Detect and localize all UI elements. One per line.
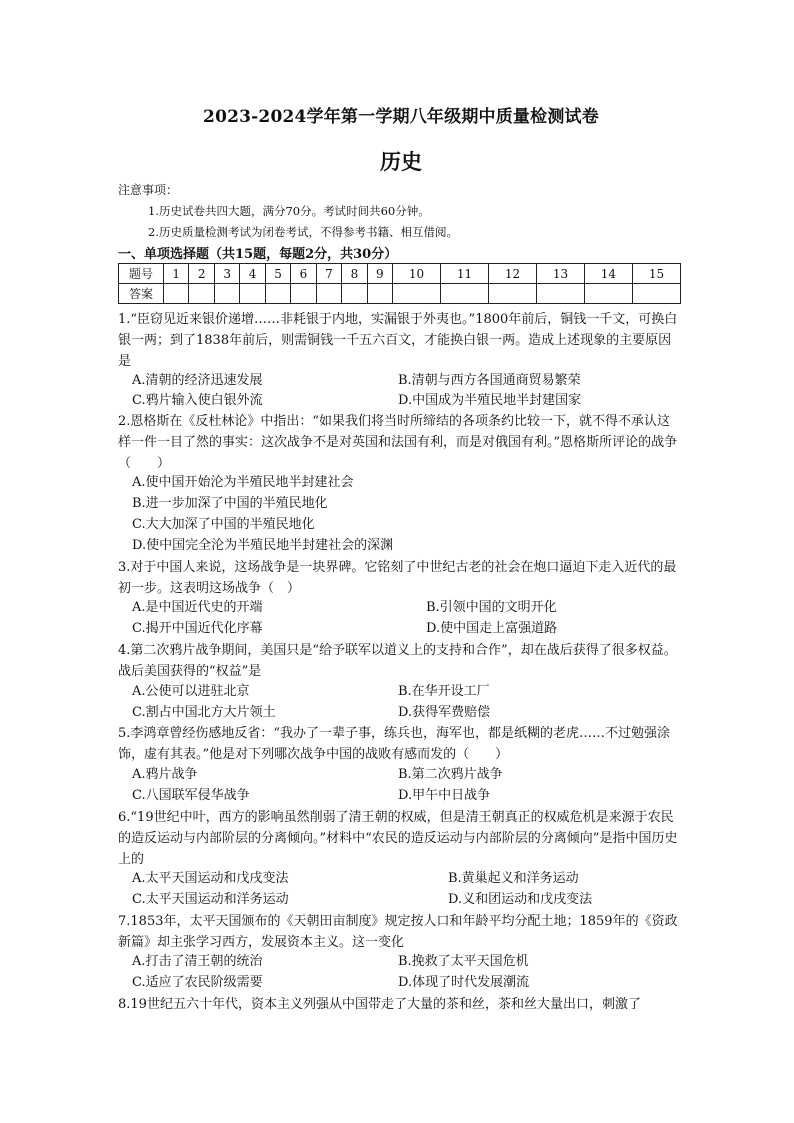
question-number-cell: 12 (489, 264, 537, 284)
answer-table-answer-row (119, 284, 681, 304)
question-2-option-c: C.大大加深了中国的半殖民地化 (132, 517, 315, 532)
question-7-option-a: A.打击了清王朝的统治 (132, 954, 263, 969)
question-1-stem: 1.“臣窃见近来银价递增……非耗银于内地，实漏银于外夷也。”1800年前后，铜钱一千文，可换白银一两；到了1838年前后，则需铜钱一千五六百文，才能换白银一两。造成上述现象的主要原因是 (118, 312, 678, 369)
answer-cell[interactable] (291, 284, 316, 304)
question-2-option-b: B.进一步加深了中国的半殖民地化 (132, 496, 328, 511)
question-number-cell: 4 (240, 264, 265, 284)
question-2-option-a: A.使中国开始沦为半殖民地半封建社会 (132, 475, 354, 490)
exam-title: 2023-2024学年第一学期八年级期中质量检测试卷 (203, 107, 599, 127)
question-4-option-a: A.公使可以进驻北京 (132, 684, 250, 699)
question-number-cell: 10 (393, 264, 441, 284)
question-5-option-c: C.八国联军侵华战争 (132, 788, 250, 803)
answer-cell[interactable] (214, 284, 239, 304)
question-number-cell: 2 (189, 264, 214, 284)
question-5-option-d: D.甲午中日战争 (398, 788, 491, 803)
question-1-option-b: B.清朝与西方各国通商贸易繁荣 (398, 373, 581, 388)
question-2-option-d: D.使中国完全沦为半殖民地半封建社会的深渊 (132, 538, 394, 553)
answer-cell[interactable] (632, 284, 680, 304)
question-number-cell: 14 (584, 264, 632, 284)
table-row-label: 答案 (119, 284, 164, 304)
answer-cell[interactable] (441, 284, 489, 304)
question-number-cell: 7 (316, 264, 341, 284)
question-6-stem: 6.“19世纪中叶，西方的影响虽然削弱了清王朝的权威，但是清王朝真正的权威危机是来源于农民的造反运动与内部阶层的分离倾向。”材料中“农民的造反运动与内部阶层的分离倾向”是指中国历史上的 (118, 810, 678, 867)
answer-cell[interactable] (316, 284, 341, 304)
question-number-cell: 1 (164, 264, 189, 284)
table-row-label: 题号 (119, 264, 164, 284)
question-3-option-a: A.是中国近代史的开端 (132, 600, 263, 615)
question-4-stem: 4.第二次鸦片战争期间，美国只是“给予联军以道义上的支持和合作”，却在战后获得了很多权益。战后美国获得的“权益”是 (118, 643, 677, 679)
question-number-cell: 3 (214, 264, 239, 284)
question-5-option-b: B.第二次鸦片战争 (398, 767, 503, 782)
question-4-option-b: B.在华开设工厂 (398, 684, 490, 699)
question-number-cell: 9 (367, 264, 392, 284)
answer-cell[interactable] (342, 284, 367, 304)
answer-cell[interactable] (393, 284, 441, 304)
question-4-option-c: C.割占中国北方大片领土 (132, 705, 276, 720)
answer-table (118, 263, 681, 304)
question-1-option-a: A.清朝的经济迅速发展 (132, 373, 263, 388)
question-6-option-c: C.太平天国运动和洋务运动 (132, 892, 289, 907)
answer-cell[interactable] (584, 284, 632, 304)
notes-heading: 注意事项： (118, 183, 179, 197)
question-3-option-c: C.揭开中国近代化序幕 (132, 621, 263, 636)
answer-cell[interactable] (265, 284, 290, 304)
question-5-option-a: A.鸦片战争 (132, 767, 198, 782)
question-6-option-a: A.太平天国运动和戊戌变法 (132, 871, 289, 886)
answer-cell[interactable] (189, 284, 214, 304)
question-6-option-d: D.义和团运动和戊戌变法 (448, 892, 593, 907)
question-number-cell: 8 (342, 264, 367, 284)
answer-table-number-row (119, 264, 681, 284)
note-item: 1.历史试卷共四大题，满分70分。考试时间共60分钟。 (148, 204, 430, 218)
answer-cell[interactable] (164, 284, 189, 304)
question-3-option-d: D.使中国走上富强道路 (426, 621, 558, 636)
question-number-cell: 11 (441, 264, 489, 284)
question-7-option-c: C.适应了农民阶级需要 (132, 975, 263, 990)
question-3-stem: 3.对于中国人来说，这场战争是一块界碑。它铭刻了中世纪古老的社会在炮口逼迫下走入近代的最初一步。这表明这场战争（ ） (118, 560, 677, 596)
question-1-option-d: D.中国成为半殖民地半封建国家 (398, 393, 582, 408)
question-8-stem: 8.19世纪五六十年代，资本主义列强从中国带走了大量的茶和丝，茶和丝大量出口，刺激了 (118, 997, 641, 1012)
subject-title: 历史 (380, 149, 422, 174)
question-number-cell: 13 (536, 264, 584, 284)
question-number-cell: 5 (265, 264, 290, 284)
question-5-stem: 5.李鸿章曾经伤感地反省：“我办了一辈子事，练兵也，海军也，都是纸糊的老虎……不过勉强涂饰，虚有其表。”他是对下列哪次战争中国的战败有感而发的（ ） (118, 726, 671, 762)
question-4-option-d: D.获得军费赔偿 (398, 705, 491, 720)
question-7-option-d: D.体现了时代发展潮流 (398, 975, 530, 990)
question-3-option-b: B.引领中国的文明开化 (426, 600, 557, 615)
answer-cell[interactable] (489, 284, 537, 304)
question-number-cell: 15 (632, 264, 680, 284)
question-7-stem: 7.1853年，太平天国颁布的《天朝田亩制度》规定按人口和年龄平均分配土地；1859年的《资政新篇》却主张学习西方，发展资本主义。这一变化 (118, 914, 678, 950)
answer-cell[interactable] (367, 284, 392, 304)
note-item: 2.历史质量检测考试为闭卷考试，不得参考书籍、相互借阅。 (148, 225, 458, 239)
question-2-stem: 2.恩格斯在《反杜林论》中指出：“如果我们将当时所缔结的各项条约比较一下，就不得不承认这样一件一目了然的事实：这次战争不是对英国和法国有利，而是对俄国有利。”恩格斯所评论的战争（ ） (118, 414, 678, 471)
section-heading: 一、单项选择题（共15题，每题2分，共30分） (118, 247, 398, 262)
question-1-option-c: C.鸦片输入使白银外流 (132, 393, 263, 408)
question-number-cell: 6 (291, 264, 316, 284)
answer-cell[interactable] (536, 284, 584, 304)
question-6-option-b: B.黄巢起义和洋务运动 (448, 871, 579, 886)
question-7-option-b: B.挽救了太平天国危机 (398, 954, 529, 969)
answer-cell[interactable] (240, 284, 265, 304)
